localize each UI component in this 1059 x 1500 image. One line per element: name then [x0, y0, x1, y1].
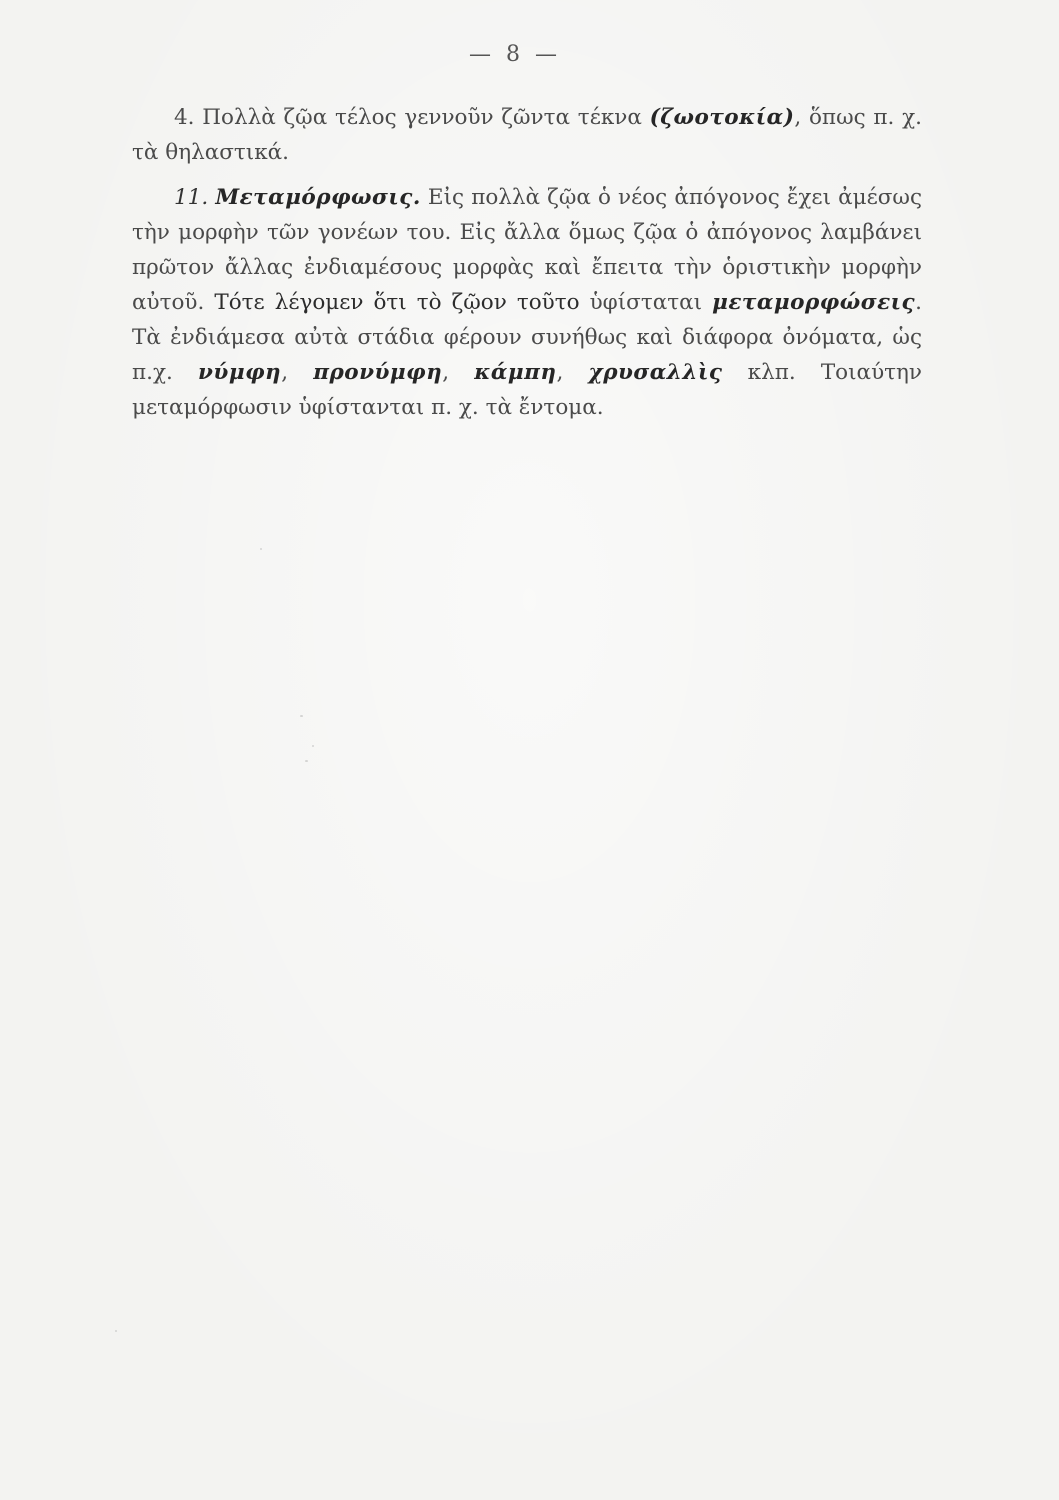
term-caterpillar: κάμπη — [474, 360, 557, 385]
term-metamorphoses: μεταμορφώσεις — [712, 290, 916, 315]
term-pronymph: προνύμφη — [313, 360, 443, 385]
term-viviparity: (ζωοτοκία) — [649, 105, 795, 130]
paragraph-viviparity — [132, 100, 922, 170]
paragraph-metamorphosis — [132, 180, 922, 425]
page-number: — 8 — — [469, 42, 561, 67]
scan-speck — [312, 745, 314, 747]
paragraph-metamorphosis-text-3: ὑφίσταται — [579, 290, 713, 315]
paragraph-metamorphosis-text-1: Εἰς πολλὰ ζῷα ὁ νέος ἀπόγονος ἔχει ἀμέσως τὴν μορφὴν τῶν γονέων του. Εἰς ἄλλα ὅμως ζῷα ὁ ἀπόγονος λαμβάνει πρῶτον ἄλλας ἐνδιαμέσους μορφὰς καὶ ἔπειτα τὴν ὁριστικὴν μορφὴν αὐτοῦ. — [132, 185, 922, 315]
paragraph-viviparity-text-end: , ὅπως π. χ. τὰ θηλαστικά. — [132, 105, 922, 165]
paragraph-metamorphosis-text-5: κλπ. Τοιαύτην μεταμόρφωσιν ὑφίστανται π. χ. τὰ ἔντομα. — [132, 360, 922, 420]
scan-speck — [305, 760, 308, 762]
separator-3: , — [556, 360, 589, 385]
term-nymph: νύμφη — [198, 360, 282, 385]
scan-speck — [115, 1330, 117, 1332]
paragraph-metamorphosis-text-4: . Τὰ ἐνδιάμεσα αὐτὰ στάδια φέρουν συνήθως καὶ διάφορα ὀνόματα, ὡς π.χ. — [132, 290, 922, 385]
section-number: 11. — [174, 185, 209, 210]
paragraph-metamorphosis-text-2: Τότε λέγομεν ὅτι τὸ ζῷον τοῦτο — [214, 290, 580, 315]
section-heading: Μεταμόρφωσις. — [215, 185, 421, 210]
separator-1: , — [281, 360, 314, 385]
scan-speck — [260, 548, 262, 550]
paragraph-viviparity-text-start: 4. Πολλὰ ζῷα τέλος γεννοῦν ζῶντα τέκνα — [174, 105, 650, 130]
separator-2: , — [442, 360, 475, 385]
scan-speck — [300, 715, 303, 717]
body-text — [132, 100, 922, 425]
term-chrysalis: χρυσαλλὶς — [588, 360, 723, 385]
